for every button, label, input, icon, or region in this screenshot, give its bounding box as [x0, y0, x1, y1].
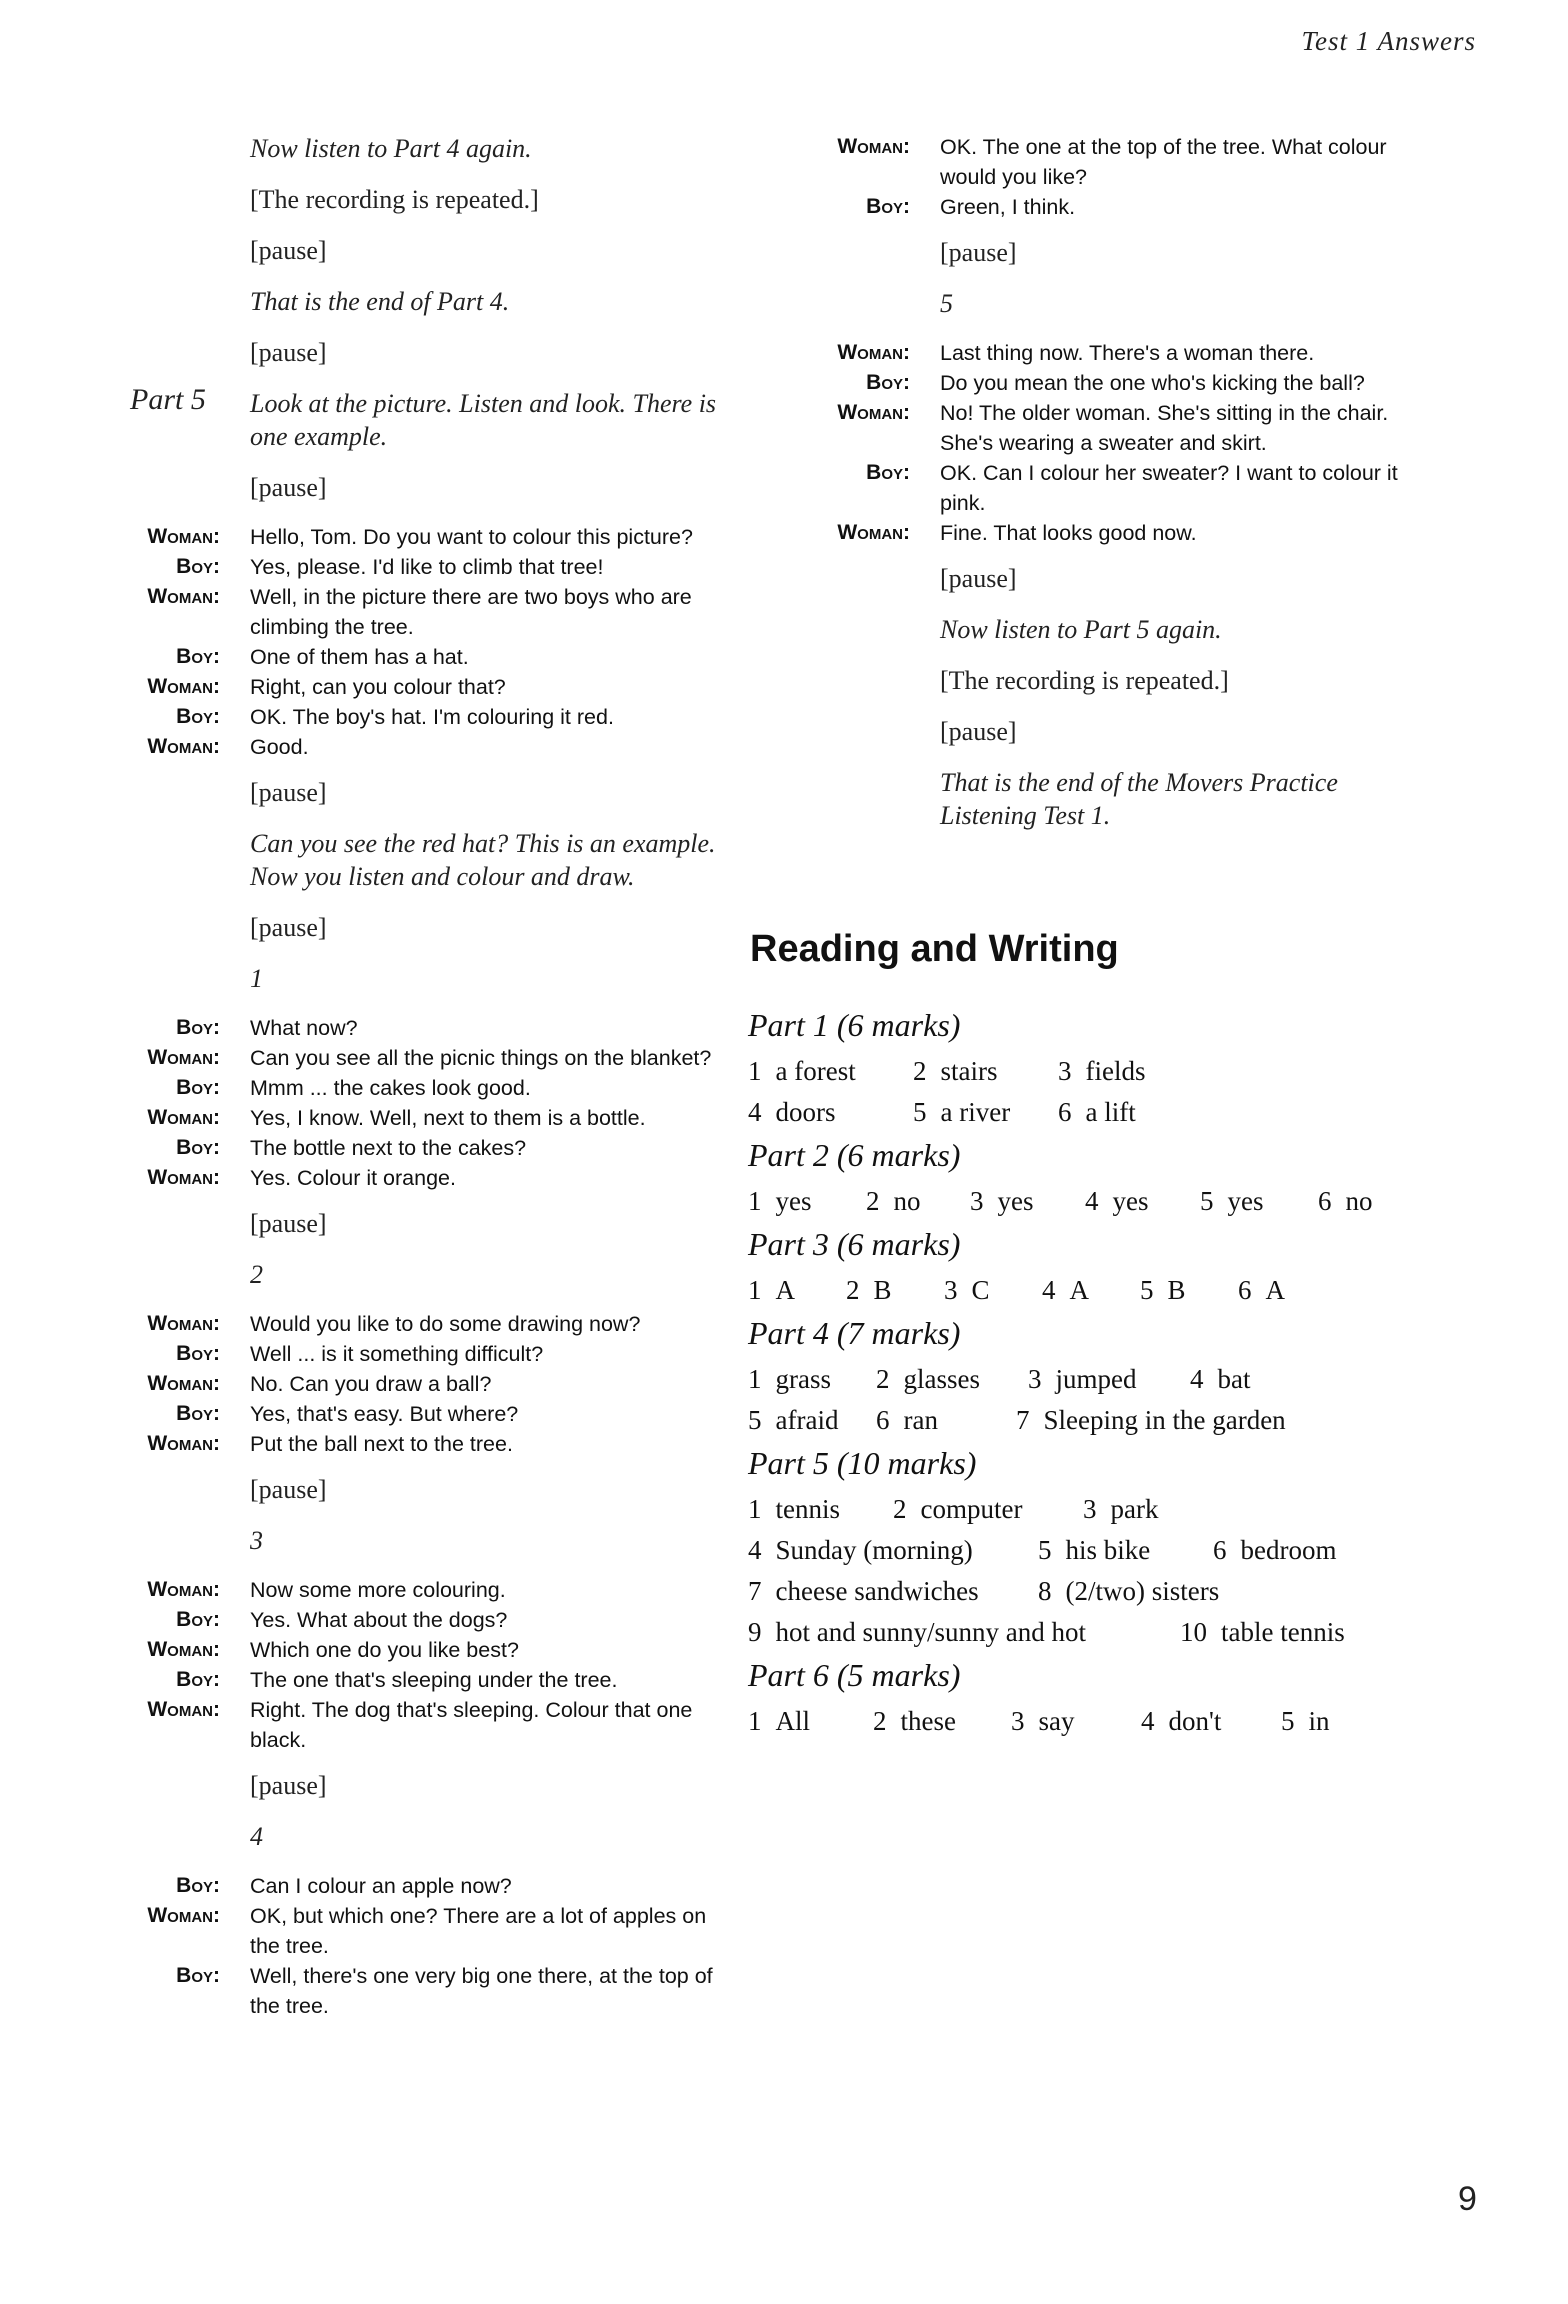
line-text: One of them has a hat. [250, 645, 469, 669]
answer-number: 4 [1141, 1706, 1155, 1736]
answer-text: don't [1168, 1706, 1222, 1736]
stage-note [110, 1207, 730, 1240]
answer-row [748, 1092, 1448, 1133]
question-number [800, 287, 1430, 320]
stage-note [800, 236, 1430, 269]
line-text: [pause] [250, 1209, 327, 1238]
line-text: OK, but which one? There are a lot of apples on the tree. [250, 1904, 707, 1958]
speaker-label: Boy: [176, 645, 220, 668]
speaker-label: Woman: [147, 1698, 220, 1721]
line-text: Mmm ... the cakes look good. [250, 1076, 531, 1100]
answer-item [1141, 1701, 1281, 1742]
line-text: [pause] [250, 236, 327, 265]
answer-part-2 [748, 1133, 1448, 1222]
dialogue-line [800, 192, 1430, 222]
part-heading: Part 2 (6 marks) [748, 1137, 961, 1173]
line-text: Fine. That looks good now. [940, 521, 1197, 545]
answer-number: 6 [1318, 1186, 1332, 1216]
stage-note [800, 562, 1430, 595]
answer-number: 2 [866, 1186, 880, 1216]
answer-item [1318, 1181, 1378, 1222]
answer-number: 3 [1028, 1364, 1042, 1394]
line-text: Well, in the picture there are two boys who are climbing the tree. [250, 585, 692, 639]
right-column-transcript [800, 132, 1430, 850]
answer-text: Sunday (morning) [775, 1535, 973, 1565]
dialogue-line [110, 1665, 730, 1695]
part-heading: Part 3 (6 marks) [748, 1226, 961, 1262]
answer-item [1042, 1270, 1140, 1311]
answer-text: jumped [1055, 1364, 1137, 1394]
answer-item [748, 1400, 876, 1441]
instruction-text [800, 613, 1430, 646]
answer-text: tennis [775, 1494, 840, 1524]
answer-text: doors [775, 1097, 836, 1127]
part-heading: Part 5 (10 marks) [748, 1445, 977, 1481]
answer-number: 2 [876, 1364, 890, 1394]
answer-item [1058, 1092, 1208, 1133]
answer-text: ran [903, 1405, 938, 1435]
answer-text: a forest [775, 1056, 856, 1086]
answer-number: 1 [748, 1706, 762, 1736]
answer-number: 1 [748, 1364, 762, 1394]
speaker-label: Boy: [176, 555, 220, 578]
answer-number: 5 [1140, 1275, 1154, 1305]
answer-part-1 [748, 1003, 1448, 1133]
answer-text: yes [997, 1186, 1034, 1216]
answer-text: B [1167, 1275, 1186, 1305]
instruction-text [800, 766, 1430, 832]
answer-number: 3 [1058, 1056, 1072, 1086]
speaker-label: Woman: [147, 1432, 220, 1455]
stage-note [110, 336, 730, 369]
stage-note [110, 1769, 730, 1802]
answer-part-6 [748, 1653, 1448, 1742]
answer-row [748, 1612, 1448, 1653]
instruction-text [110, 383, 730, 453]
speaker-label: Woman: [147, 1638, 220, 1661]
speaker-label: Boy: [176, 1342, 220, 1365]
answer-item [1083, 1489, 1223, 1530]
answer-number: 1 [748, 1056, 762, 1086]
answer-item [913, 1051, 1058, 1092]
speaker-label: Boy: [176, 1608, 220, 1631]
answer-text: Sleeping in the garden [1043, 1405, 1286, 1435]
part-heading: Part 4 (7 marks) [748, 1315, 961, 1351]
line-text: Yes. What about the dogs? [250, 1608, 508, 1632]
speaker-label: Boy: [176, 1402, 220, 1425]
answer-row [748, 1701, 1448, 1742]
dialogue-line [110, 672, 730, 702]
answer-number: 4 [748, 1535, 762, 1565]
answer-number: 10 [1180, 1617, 1207, 1647]
line-text: [The recording is repeated.] [940, 666, 1229, 695]
dialogue-line [110, 522, 730, 552]
answer-item [970, 1181, 1085, 1222]
answer-number: 4 [1042, 1275, 1056, 1305]
instruction-text [110, 285, 730, 318]
line-text: [pause] [940, 238, 1017, 267]
line-text: Yes, that's easy. But where? [250, 1402, 519, 1426]
answer-row [748, 1181, 1448, 1222]
stage-note [110, 776, 730, 809]
answer-number: 5 [1038, 1535, 1052, 1565]
line-text: Would you like to do some drawing now? [250, 1312, 641, 1336]
answer-number: 2 [913, 1056, 927, 1086]
line-text: Can I colour an apple now? [250, 1874, 512, 1898]
dialogue-line [110, 1163, 730, 1193]
line-text: [pause] [940, 717, 1017, 746]
line-text: Now listen to Part 4 again. [250, 134, 532, 163]
answer-item [1190, 1359, 1270, 1400]
line-text: Which one do you like best? [250, 1638, 519, 1662]
line-text: 1 [250, 964, 263, 993]
answer-number: 2 [893, 1494, 907, 1524]
answer-number: 2 [846, 1275, 860, 1305]
answer-item [748, 1051, 913, 1092]
dialogue-line [110, 1429, 730, 1459]
dialogue-line [110, 1961, 730, 2021]
dialogue-line [110, 1073, 730, 1103]
dialogue-line [110, 1901, 730, 1961]
answer-number: 5 [913, 1097, 927, 1127]
answer-text: stairs [940, 1056, 998, 1086]
answer-item [748, 1359, 876, 1400]
answer-number: 4 [1085, 1186, 1099, 1216]
answer-text: yes [775, 1186, 812, 1216]
speaker-label: Woman: [147, 1372, 220, 1395]
line-text: Right. The dog that's sleeping. Colour that one black. [250, 1698, 693, 1752]
dialogue-line [110, 1605, 730, 1635]
speaker-label: Boy: [176, 705, 220, 728]
answer-item [1028, 1359, 1190, 1400]
section-heading-reading-writing: Reading and Writing [750, 928, 1119, 970]
answer-item [748, 1530, 1038, 1571]
line-text: That is the end of the Movers Practice Listening Test 1. [940, 768, 1338, 830]
line-text: Can you see all the picnic things on the blanket? [250, 1046, 712, 1070]
answer-text: (2/two) sisters [1065, 1576, 1220, 1606]
dialogue-line [110, 1339, 730, 1369]
answer-number: 3 [944, 1275, 958, 1305]
answer-part-4 [748, 1311, 1448, 1441]
answer-number: 2 [873, 1706, 887, 1736]
answer-text: yes [1227, 1186, 1264, 1216]
answer-item [748, 1270, 846, 1311]
answer-text: no [893, 1186, 921, 1216]
dialogue-line [110, 732, 730, 762]
answer-number: 7 [1016, 1405, 1030, 1435]
dialogue-line [800, 518, 1430, 548]
answer-text: hot and sunny/sunny and hot [775, 1617, 1086, 1647]
line-text: Last thing now. There's a woman there. [940, 341, 1315, 365]
line-text: 2 [250, 1260, 263, 1289]
answer-row [748, 1270, 1448, 1311]
line-text: Hello, Tom. Do you want to colour this picture? [250, 525, 693, 549]
answer-item [1238, 1270, 1298, 1311]
answer-item [748, 1181, 866, 1222]
answer-text: bedroom [1240, 1535, 1337, 1565]
line-text: Yes, please. I'd like to climb that tree! [250, 555, 604, 579]
dialogue-line [800, 458, 1430, 518]
speaker-label: Woman: [147, 1312, 220, 1335]
part-heading: Part 1 (6 marks) [748, 1007, 961, 1043]
speaker-label: Woman: [837, 341, 910, 364]
speaker-label: Boy: [176, 1136, 220, 1159]
line-text: The bottle next to the cakes? [250, 1136, 527, 1160]
answer-number: 1 [748, 1275, 762, 1305]
answer-text: park [1110, 1494, 1159, 1524]
answer-item [1213, 1530, 1393, 1571]
line-text: OK. Can I colour her sweater? I want to colour it pink. [940, 461, 1398, 515]
line-text: No. Can you draw a ball? [250, 1372, 492, 1396]
line-text: Yes. Colour it orange. [250, 1166, 456, 1190]
line-text: [pause] [250, 778, 327, 807]
answer-number: 6 [1238, 1275, 1252, 1305]
speaker-label: Woman: [147, 525, 220, 548]
dialogue-line [110, 1133, 730, 1163]
answer-part-3 [748, 1222, 1448, 1311]
dialogue-line [110, 1043, 730, 1073]
dialogue-line [110, 702, 730, 732]
speaker-label: Woman: [837, 401, 910, 424]
dialogue-line [110, 1399, 730, 1429]
dialogue-line [800, 368, 1430, 398]
speaker-label: Woman: [147, 1046, 220, 1069]
question-number [110, 1524, 730, 1557]
instruction-text [110, 827, 730, 893]
speaker-label: Woman: [837, 135, 910, 158]
dialogue-line [800, 338, 1430, 368]
question-number [110, 962, 730, 995]
answer-item [893, 1489, 1083, 1530]
line-text: 3 [250, 1526, 263, 1555]
answer-item [748, 1612, 1180, 1653]
answer-number: 5 [748, 1405, 762, 1435]
stage-note [110, 911, 730, 944]
answer-text: afraid [775, 1405, 839, 1435]
answer-item [846, 1270, 944, 1311]
answer-text: these [900, 1706, 956, 1736]
dialogue-line [110, 1575, 730, 1605]
answer-number: 6 [876, 1405, 890, 1435]
stage-note [800, 715, 1430, 748]
speaker-label: Boy: [866, 195, 910, 218]
answer-text: glasses [903, 1364, 980, 1394]
speaker-label: Boy: [176, 1668, 220, 1691]
speaker-label: Boy: [866, 461, 910, 484]
answer-text: B [873, 1275, 892, 1305]
line-text: OK. The boy's hat. I'm colouring it red. [250, 705, 614, 729]
line-text: Now listen to Part 5 again. [940, 615, 1222, 644]
answer-number: 3 [1083, 1494, 1097, 1524]
answer-text: cheese sandwiches [775, 1576, 979, 1606]
line-text: [pause] [250, 913, 327, 942]
stage-note [110, 234, 730, 267]
speaker-label: Woman: [147, 675, 220, 698]
answer-text: a lift [1085, 1097, 1136, 1127]
answer-item [1140, 1270, 1238, 1311]
line-text: [The recording is repeated.] [250, 185, 539, 214]
question-number [110, 1258, 730, 1291]
answer-item [876, 1400, 1016, 1441]
answer-text: no [1345, 1186, 1373, 1216]
answer-item [1281, 1701, 1341, 1742]
answer-item [913, 1092, 1058, 1133]
dialogue-line [110, 1695, 730, 1755]
answer-number: 4 [1190, 1364, 1204, 1394]
answer-item [748, 1092, 913, 1133]
stage-note [800, 664, 1430, 697]
question-number [110, 1820, 730, 1853]
answer-number: 3 [1011, 1706, 1025, 1736]
line-text: Put the ball next to the tree. [250, 1432, 513, 1456]
answer-number: 7 [748, 1576, 762, 1606]
speaker-label: Woman: [147, 585, 220, 608]
answer-item [1058, 1051, 1208, 1092]
line-text: Yes, I know. Well, next to them is a bottle. [250, 1106, 646, 1130]
answer-text: in [1308, 1706, 1330, 1736]
answer-item [748, 1701, 873, 1742]
speaker-label: Boy: [176, 1874, 220, 1897]
answer-text: table tennis [1221, 1617, 1345, 1647]
answer-item [873, 1701, 1011, 1742]
line-text: What now? [250, 1016, 358, 1040]
dialogue-line [110, 1103, 730, 1133]
line-text: Well, there's one very big one there, at the top of the tree. [250, 1964, 713, 2018]
line-text: No! The older woman. She's sitting in the chair. She's wearing a sweater and skirt. [940, 401, 1389, 455]
line-text: [pause] [250, 338, 327, 367]
answer-item [944, 1270, 1042, 1311]
dialogue-line [110, 1309, 730, 1339]
line-text: Look at the picture. Listen and look. There is one example. [250, 389, 717, 451]
answer-text: grass [775, 1364, 831, 1394]
dialogue-line [110, 1369, 730, 1399]
line-text: 5 [940, 289, 953, 318]
dialogue-line [110, 1635, 730, 1665]
line-text: [pause] [250, 1771, 327, 1800]
stage-note [110, 183, 730, 216]
answer-row [748, 1571, 1448, 1612]
answer-item [876, 1359, 1028, 1400]
speaker-label: Boy: [176, 1016, 220, 1039]
answer-item [1011, 1701, 1141, 1742]
left-column-transcript [110, 132, 730, 2021]
answer-part-5 [748, 1441, 1448, 1653]
answer-text: All [775, 1706, 811, 1736]
line-text: That is the end of Part 4. [250, 287, 510, 316]
dialogue-line [110, 552, 730, 582]
speaker-label: Boy: [176, 1964, 220, 1987]
answer-row [748, 1400, 1448, 1441]
answer-item [1038, 1571, 1278, 1612]
answer-number: 1 [748, 1494, 762, 1524]
stage-note [110, 471, 730, 504]
speaker-label: Woman: [837, 521, 910, 544]
line-text: Can you see the red hat? This is an example. Now you listen and colour and draw. [250, 829, 716, 891]
dialogue-line [800, 398, 1430, 458]
answer-number: 9 [748, 1617, 762, 1647]
speaker-label: Woman: [147, 1106, 220, 1129]
line-text: The one that's sleeping under the tree. [250, 1668, 618, 1692]
speaker-label: Woman: [147, 1578, 220, 1601]
answer-text: a river [940, 1097, 1011, 1127]
answer-text: A [1069, 1275, 1089, 1305]
answer-text: computer [920, 1494, 1023, 1524]
speaker-label: Boy: [176, 1076, 220, 1099]
dialogue-line [800, 132, 1430, 192]
answer-number: 6 [1058, 1097, 1072, 1127]
instruction-text [110, 132, 730, 165]
line-text: [pause] [250, 473, 327, 502]
answer-text: A [1265, 1275, 1285, 1305]
line-text: Green, I think. [940, 195, 1076, 219]
answer-item [748, 1571, 1038, 1612]
line-text: Do you mean the one who's kicking the ball? [940, 371, 1365, 395]
answer-text: C [971, 1275, 990, 1305]
speaker-label: Woman: [147, 735, 220, 758]
line-text: Right, can you colour that? [250, 675, 506, 699]
answer-row [748, 1051, 1448, 1092]
part-marker: Part 5 [130, 383, 206, 416]
stage-note [110, 1473, 730, 1506]
answer-key [748, 1003, 1448, 1742]
running-head: Test 1 Answers [1301, 26, 1476, 56]
answer-item [748, 1489, 893, 1530]
answer-text: yes [1112, 1186, 1149, 1216]
answer-number: 4 [748, 1097, 762, 1127]
dialogue-line [110, 582, 730, 642]
answer-number: 8 [1038, 1576, 1052, 1606]
speaker-label: Woman: [147, 1904, 220, 1927]
answer-item [1038, 1530, 1213, 1571]
answer-row [748, 1489, 1448, 1530]
answer-number: 6 [1213, 1535, 1227, 1565]
line-text: [pause] [250, 1475, 327, 1504]
answer-number: 5 [1200, 1186, 1214, 1216]
answer-text: say [1038, 1706, 1075, 1736]
dialogue-line [110, 1013, 730, 1043]
answer-text: his bike [1065, 1535, 1151, 1565]
speaker-label: Boy: [866, 371, 910, 394]
answer-text: fields [1085, 1056, 1146, 1086]
answer-item [1085, 1181, 1200, 1222]
dialogue-line [110, 642, 730, 672]
line-text: Well ... is it something difficult? [250, 1342, 544, 1366]
line-text: [pause] [940, 564, 1017, 593]
line-text: Now some more colouring. [250, 1578, 506, 1602]
page-number: 9 [1458, 2180, 1477, 2218]
answer-item [1180, 1612, 1420, 1653]
answer-text: A [775, 1275, 795, 1305]
line-text: 4 [250, 1822, 263, 1851]
line-text: Good. [250, 735, 309, 759]
answer-item [1200, 1181, 1318, 1222]
answer-row [748, 1359, 1448, 1400]
answer-row [748, 1530, 1448, 1571]
speaker-label: Woman: [147, 1166, 220, 1189]
line-text: OK. The one at the top of the tree. What colour would you like? [940, 135, 1387, 189]
answer-text: bat [1217, 1364, 1251, 1394]
answer-number: 5 [1281, 1706, 1295, 1736]
answer-number: 3 [970, 1186, 984, 1216]
part-heading: Part 6 (5 marks) [748, 1657, 961, 1693]
answer-item [866, 1181, 970, 1222]
answer-number: 1 [748, 1186, 762, 1216]
answer-item [1016, 1400, 1316, 1441]
dialogue-line [110, 1871, 730, 1901]
